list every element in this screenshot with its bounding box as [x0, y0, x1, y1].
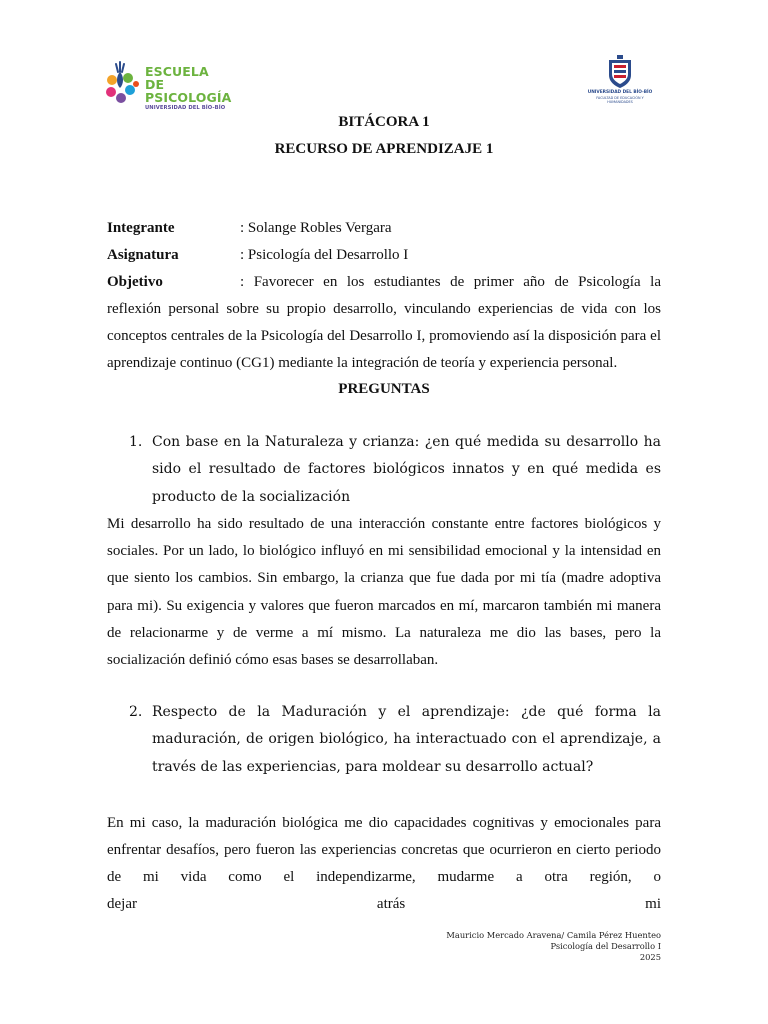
answer-2-line-3: de mi vida como el independizarme, mudarme a otra región, o dejar atrás mi	[107, 869, 661, 912]
logo-line-2: PSICOLOGÍA	[145, 90, 232, 105]
footer-year: 2025	[639, 952, 661, 962]
colorful-hands-icon	[106, 58, 142, 104]
answer-2-line-2: enfrentar desafíos, pero fueron las experiencias concretas que ocurrieron en cierto periodo	[107, 842, 661, 858]
field-label: Asignatura	[107, 247, 179, 263]
question-1	[129, 429, 661, 511]
field-value: : Solange Robles Vergara	[240, 220, 392, 236]
document-title: BITÁCORA 1	[338, 114, 430, 130]
field-asignatura	[107, 246, 661, 264]
psychology-school-logo-text	[145, 65, 231, 112]
faculty-name: FACULTAD DE EDUCACIÓN Y HUMANIDADES	[596, 96, 644, 104]
document-subtitle: RECURSO DE APRENDIZAJE 1	[274, 141, 494, 157]
university-crest-icon	[606, 55, 634, 89]
answer-2-line-1: En mi caso, la maduración biológica me dio capacidades cognitivas y emocionales para	[107, 815, 661, 831]
question-2	[129, 699, 661, 781]
psychology-school-logo	[106, 58, 232, 111]
logo-line-1: ESCUELA DE	[145, 64, 209, 92]
question-number: 1.	[129, 434, 143, 450]
answer-1: Mi desarrollo ha sido resultado de una interacción constante entre factores biológicos y sociales. Por un lado, lo biológico influyó en mi sensibilidad emocional y la intensidad en que siento los cambios. Sin embargo, la crianza que fue dada por mi tía (madre adoptiva para mi). Su exigencia y valores que fueron marcados en mí, marcaron también mi manera de relacionarme y de verme a mí mismo. La naturaleza me dio las bases, pero la socialización definió cómo esas bases se desarrollaban.	[107, 516, 661, 669]
question-number: 2.	[129, 704, 143, 720]
field-objetivo	[107, 269, 661, 377]
question-text: Con base en la Naturaleza y crianza: ¿en qué medida su desarrollo ha sido el resultado de factores biológicos innatos y en qué medida es producto de la socialización	[152, 434, 661, 505]
field-integrante	[107, 219, 661, 237]
field-value: : Psicología del Desarrollo I	[240, 247, 409, 263]
logo-line-3: UNIVERSIDAD DEL BÍO-BÍO	[145, 105, 226, 111]
field-label: Integrante	[107, 220, 175, 236]
field-label: Objetivo	[107, 274, 163, 290]
question-text: Respecto de la Maduración y el aprendizaje: ¿de qué forma la maduración, de origen biológico, ha interactuado con el aprendizaje, a través de las experiencias, para moldear su desarrollo actual?	[152, 704, 661, 775]
footer-authors: Mauricio Mercado Aravena/ Camila Pérez Huenteo	[446, 930, 661, 940]
field-value: : Favorecer en los estudiantes de primer año de Psicología la reflexión personal sobre su propio desarrollo, vinculando experiencias de vida con los conceptos centrales de la Psicología del Desarrollo I, promoviendo así la disposición para el aprendizaje continuo (CG1) mediante la integración de teoría y experiencia personal.	[107, 274, 661, 371]
footer-course: Psicología del Desarrollo I	[550, 941, 661, 951]
university-logo	[583, 55, 657, 105]
questions-heading: PREGUNTAS	[338, 381, 430, 397]
university-name: UNIVERSIDAD DEL BÍO-BÍO	[587, 90, 653, 95]
page-footer	[446, 930, 661, 963]
